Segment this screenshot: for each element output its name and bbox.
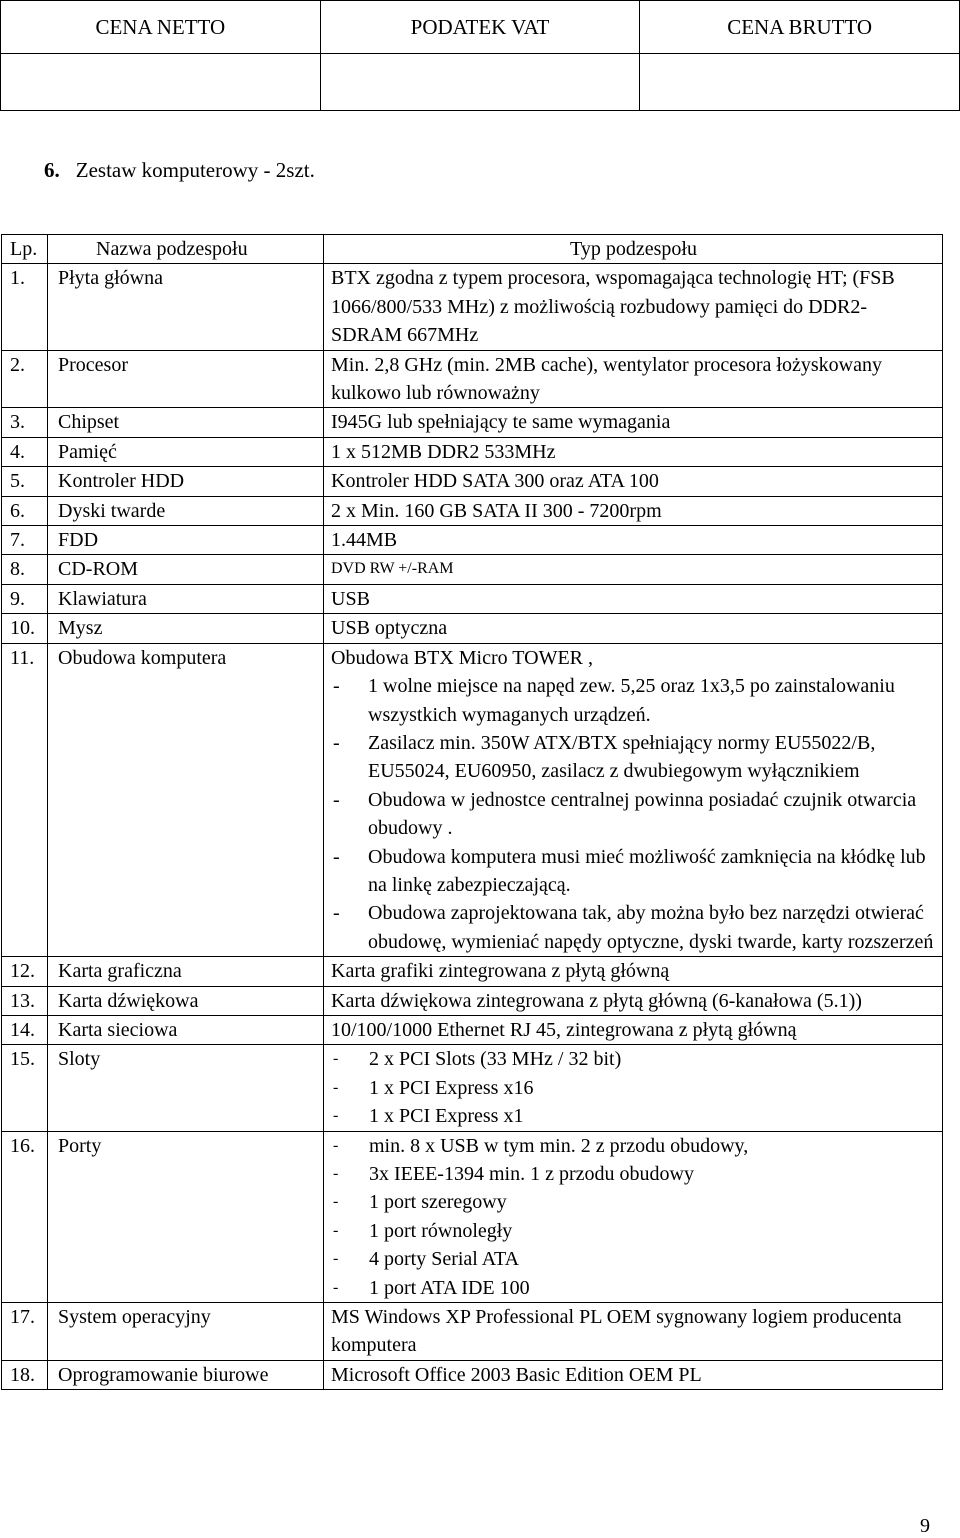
list-item: - 1 port szeregowy — [331, 1188, 936, 1216]
section-title — [44, 158, 315, 183]
list-item: - min. 8 x USB w tym min. 2 z przodu obudowy, — [331, 1132, 936, 1160]
price-table — [0, 0, 960, 111]
row-number: 7. — [2, 526, 48, 555]
table-row — [2, 584, 943, 613]
row-number: 12. — [2, 957, 48, 986]
slots-list — [331, 1045, 936, 1130]
component-type: Microsoft Office 2003 Basic Edition OEM PL — [324, 1360, 943, 1389]
component-type: BTX zgodna z typem procesora, wspomagająca technologię HT; (FSB 1066/800/533 MHz) z możliwością rozbudowy pamięci do DDR2-SDRAM 667MHz — [324, 264, 943, 350]
header-lp: Lp. — [2, 235, 48, 264]
list-item: - 3x IEEE-1394 min. 1 z przodu obudowy — [331, 1160, 936, 1188]
table-row — [2, 526, 943, 555]
component-name: Pamięć — [48, 437, 324, 466]
table-row — [2, 957, 943, 986]
case-type: Obudowa BTX Micro TOWER , — [331, 646, 594, 669]
header-component-type: Typ podzespołu — [324, 235, 943, 264]
component-name: Obudowa komputera — [48, 643, 324, 956]
list-item: - 1 x PCI Express x1 — [331, 1102, 936, 1130]
table-row — [2, 496, 943, 525]
header-component-name: Nazwa podzespołu — [48, 235, 324, 264]
row-number: 5. — [2, 467, 48, 496]
table-row — [2, 437, 943, 466]
component-name: System operacyjny — [48, 1303, 324, 1361]
component-name: Porty — [48, 1131, 324, 1302]
gross-price-cell — [640, 54, 960, 111]
table-row — [2, 408, 943, 437]
price-table-value-row — [1, 54, 960, 111]
component-type — [324, 643, 943, 956]
table-row — [2, 264, 943, 350]
component-name: Karta sieciowa — [48, 1015, 324, 1044]
row-number: 1. — [2, 264, 48, 350]
table-row — [2, 555, 943, 584]
component-type: 2 x Min. 160 GB SATA II 300 - 7200rpm — [324, 496, 943, 525]
component-type: 1 x 512MB DDR2 533MHz — [324, 437, 943, 466]
row-number: 16. — [2, 1131, 48, 1302]
component-type: Karta dźwiękowa zintegrowana z płytą główną (6-kanałowa (5.1)) — [324, 986, 943, 1015]
component-type — [324, 1131, 943, 1302]
row-number: 2. — [2, 350, 48, 408]
row-number: 13. — [2, 986, 48, 1015]
table-row — [2, 986, 943, 1015]
component-type: 1.44MB — [324, 526, 943, 555]
list-item: - Obudowa komputera musi mieć możliwość zamknięcia na kłódkę lub na linkę zabezpieczającą. — [331, 843, 936, 900]
component-name: Kontroler HDD — [48, 467, 324, 496]
price-table-header-row — [1, 1, 960, 54]
row-number: 6. — [2, 496, 48, 525]
row-number: 4. — [2, 437, 48, 466]
vat-cell — [320, 54, 640, 111]
list-item: - 1 wolne miejsce na napęd zew. 5,25 oraz 1x3,5 po zainstalowaniu wszystkich wymaganych urządzeń. — [331, 672, 936, 729]
table-row — [2, 1360, 943, 1389]
header-net-price: CENA NETTO — [1, 1, 321, 54]
component-type: I945G lub spełniający te same wymagania — [324, 408, 943, 437]
component-type: Kontroler HDD SATA 300 oraz ATA 100 — [324, 467, 943, 496]
component-name: Oprogramowanie biurowe — [48, 1360, 324, 1389]
list-item: - Zasilacz min. 350W ATX/BTX spełniający normy EU55022/B, EU55024, EU60950, zasilacz z dwubiegowym wyłącznikiem — [331, 729, 936, 786]
list-item: - Obudowa w jednostce centralnej powinna posiadać czujnik otwarcia obudowy . — [331, 786, 936, 843]
net-price-cell — [1, 54, 321, 111]
component-type: USB — [324, 584, 943, 613]
component-name: Płyta główna — [48, 264, 324, 350]
table-row — [2, 1045, 943, 1131]
component-type — [324, 1045, 943, 1131]
list-item: - 4 porty Serial ATA — [331, 1245, 936, 1273]
component-name: Procesor — [48, 350, 324, 408]
table-row — [2, 614, 943, 643]
row-number: 3. — [2, 408, 48, 437]
row-number: 10. — [2, 614, 48, 643]
component-name: Klawiatura — [48, 584, 324, 613]
component-type: USB optyczna — [324, 614, 943, 643]
table-row — [2, 467, 943, 496]
component-type: 10/100/1000 Ethernet RJ 45, zintegrowana z płytą główną — [324, 1015, 943, 1044]
ports-list — [331, 1132, 936, 1302]
row-number: 14. — [2, 1015, 48, 1044]
header-vat: PODATEK VAT — [320, 1, 640, 54]
component-name: Karta dźwiękowa — [48, 986, 324, 1015]
component-type: Min. 2,8 GHz (min. 2MB cache), wentylator procesora łożyskowany kulkowo lub równoważny — [324, 350, 943, 408]
component-name: Mysz — [48, 614, 324, 643]
component-name: CD-ROM — [48, 555, 324, 584]
row-number: 18. — [2, 1360, 48, 1389]
row-number: 15. — [2, 1045, 48, 1131]
component-name: Karta graficzna — [48, 957, 324, 986]
table-row — [2, 1131, 943, 1302]
row-number: 9. — [2, 584, 48, 613]
component-name: Dyski twarde — [48, 496, 324, 525]
component-name: Sloty — [48, 1045, 324, 1131]
row-number: 17. — [2, 1303, 48, 1361]
list-item: - 2 x PCI Slots (33 MHz / 32 bit) — [331, 1045, 936, 1073]
component-type: MS Windows XP Professional PL OEM sygnowany logiem producenta komputera — [324, 1303, 943, 1361]
component-name: FDD — [48, 526, 324, 555]
row-number: 11. — [2, 643, 48, 956]
spec-table-header-row — [2, 235, 943, 264]
table-row — [2, 1303, 943, 1361]
section-number: 6. — [44, 158, 60, 182]
header-gross-price: CENA BRUTTO — [640, 1, 960, 54]
page-number: 9 — [920, 1515, 930, 1537]
table-row — [2, 643, 943, 956]
component-type: Karta grafiki zintegrowana z płytą główną — [324, 957, 943, 986]
list-item: - Obudowa zaprojektowana tak, aby można było bez narzędzi otwierać obudowę, wymieniać napędy optyczne, dyski twarde, karty rozszerzeń — [331, 899, 936, 956]
row-number: 8. — [2, 555, 48, 584]
section-title-text: Zestaw komputerowy - 2szt. — [75, 158, 315, 182]
table-row — [2, 1015, 943, 1044]
case-requirements-list — [331, 672, 936, 956]
list-item: - 1 port ATA IDE 100 — [331, 1274, 936, 1302]
component-name: Chipset — [48, 408, 324, 437]
list-item: - 1 port równoległy — [331, 1217, 936, 1245]
component-type: DVD RW +/-RAM — [324, 555, 943, 584]
spec-table — [1, 234, 943, 1390]
list-item: - 1 x PCI Express x16 — [331, 1074, 936, 1102]
table-row — [2, 350, 943, 408]
